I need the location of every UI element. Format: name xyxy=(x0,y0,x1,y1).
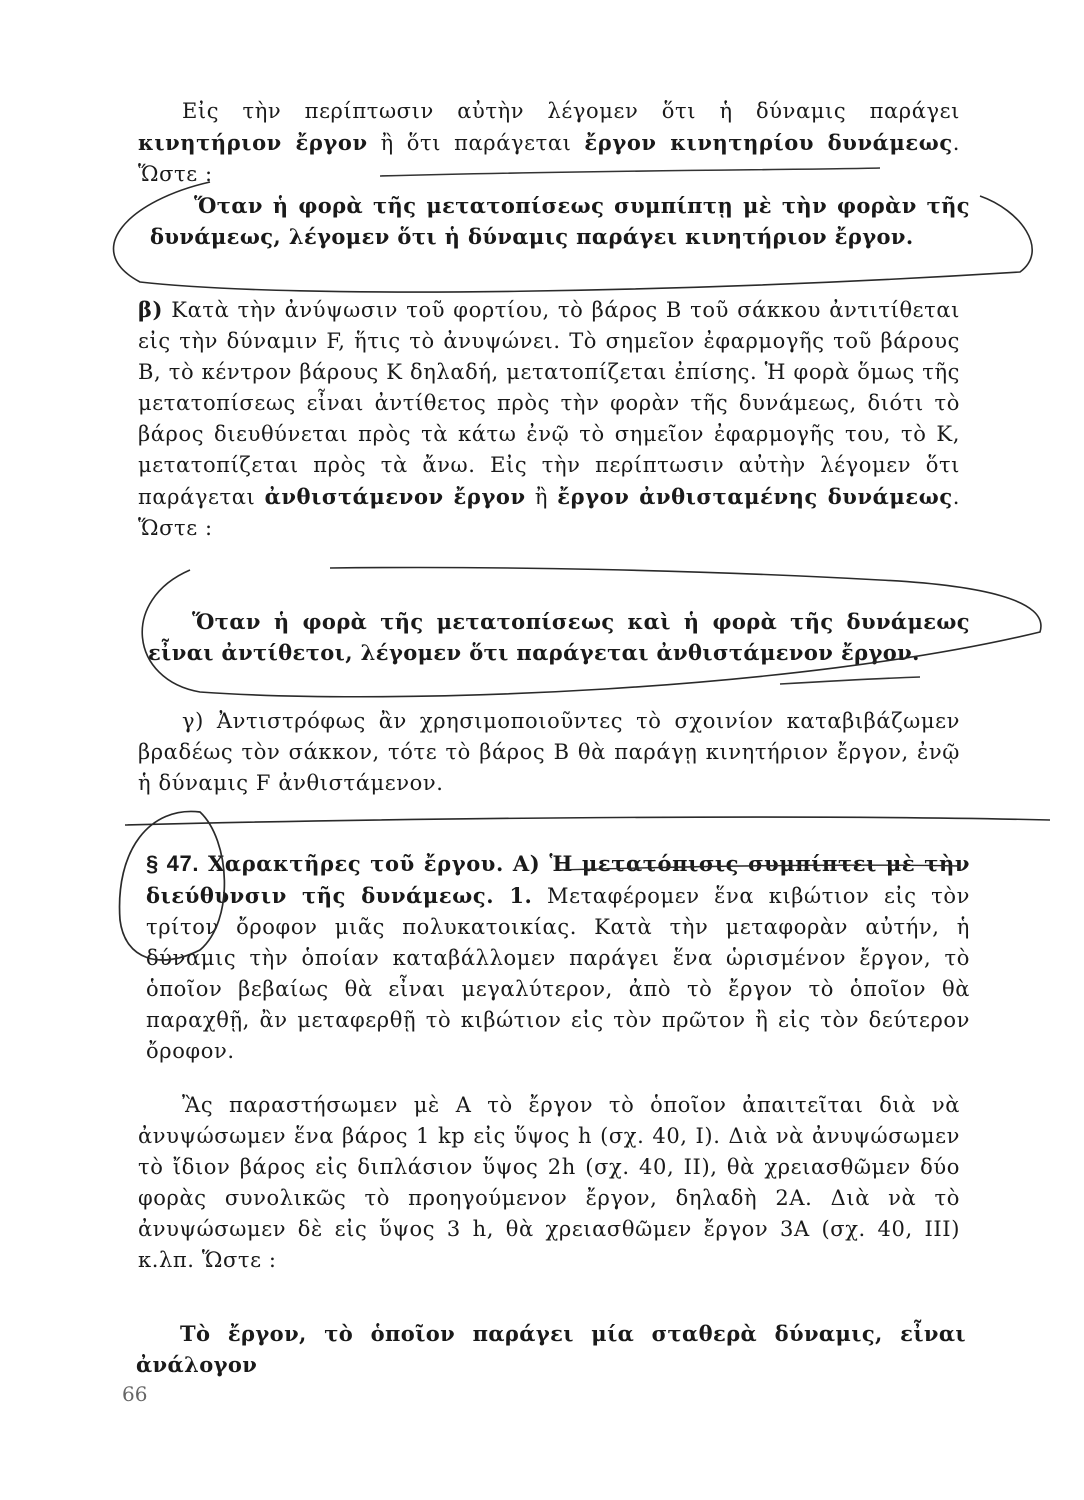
intro-text-3: . Ὥστε : xyxy=(138,131,960,186)
pencil-line-section xyxy=(125,817,1050,825)
paragraph-b-end: . Ὥστε : xyxy=(138,485,961,540)
pencil-underline-2 xyxy=(780,677,920,684)
paragraph-b-or: ἢ xyxy=(525,485,558,509)
term-motive-force-work: ἔργον κινητηρίου δυνάμεως xyxy=(584,130,953,155)
page-number: 66 xyxy=(122,1382,148,1406)
paragraph-c: γ) Ἀντιστρόφως ἂν χρησιμοποιοῦντες τὸ σχοινίον καταβιβάζωμεν βραδέως τὸν σάκκον, τότε τὸ βάρος Β θὰ παράγῃ κινητήριον ἔργον, ἐνῷ ἡ δύναμις F ἀνθιστάμενον. xyxy=(138,709,960,795)
rule-motive-work: Ὅταν ἡ φορὰ τῆς μετατοπίσεως συμπίπτῃ μὲ τὴν φορὰν τῆς δυνάμεως, λέγομεν ὅτι ἡ δύναμις παράγει κινητήριον ἔργον. xyxy=(150,193,970,249)
intro-text-2: ἢ ὅτι παράγεται xyxy=(367,131,585,155)
section-number: § 47. xyxy=(146,851,200,876)
rule-proportional-work: Τὸ ἔργον, τὸ ὁποῖον παράγει μία σταθερὰ δύναμις, εἶναι ἀνάλογον xyxy=(136,1321,966,1377)
intro-text: Εἰς τὴν περίπτωσιν αὐτὴν λέγομεν ὅτι ἡ δύναμις παράγει xyxy=(182,99,960,123)
term-resisting-force-work: ἔργον ἀνθισταμένης δυνάμεως xyxy=(557,484,953,509)
section-47 xyxy=(146,848,970,1067)
paragraph-intro xyxy=(138,96,960,190)
item-label-b: β) xyxy=(138,297,164,322)
term-motive-work: κινητήριον ἔργον xyxy=(138,130,368,155)
paragraph-b xyxy=(138,294,960,544)
paragraph-work-proportional: Ἂς παραστήσωμεν μὲ Α τὸ ἔργον τὸ ὁποῖον ἀπαιτεῖται διὰ νὰ ἀνυψώσωμεν ἕνα βάρος 1 kp εἰς ὕψος h (σχ. 40, I). Διὰ νὰ ἀνυψώσωμεν τὸ ἴδιον βάρος εἰς διπλάσιον ὕψος 2h (σχ. 40, II), θὰ χρειασθῶμεν δύο φορὰς συνολικῶς τὸ προηγούμενον ἔργον, δηλαδὴ 2Α. Διὰ νὰ τὸ ἀνυψώσωμεν δὲ εἰς ὕψος 3 h, θὰ χρειασθῶμεν ἔργον 3Α (σχ. 40, III) κ.λπ. Ὥστε : xyxy=(138,1093,960,1272)
section-text: Μεταφέρομεν ἕνα κιβώτιον εἰς τὸν τρίτον ὄροφον μιᾶς πολυκατοικίας. Κατὰ τὴν μεταφορὰν αὐτήν, ἡ δύναμις τὴν ὁποίαν καταβάλλομεν παράγει ἕνα ὡρισμένον ἔργον, τὸ ὁποῖον βεβαίως θὰ εἶναι μεγαλύτερον, ἀπὸ τὸ ἔργον τὸ ὁποῖον θὰ παραχθῇ, ἂν μεταφερθῇ τὸ κιβώτιον εἰς τὸν πρῶτον ἢ εἰς τὸν δεύτερον ὄροφον. xyxy=(146,884,970,1063)
paragraph-b-text: Κατὰ τὴν ἀνύψωσιν τοῦ φορτίου, τὸ βάρος Β τοῦ σάκκου ἀντιτίθεται εἰς τὴν δύναμιν F, ἥτις τὸ ἀνυψώνει. Τὸ σημεῖον ἐφαρμογῆς τοῦ βάρους Β, τὸ κέντρον βάρους Κ δηλαδή, μετατοπίζεται ἐπίσης. Ἡ φορὰ ὅμως τῆς μετατοπίσεως εἶναι ἀντίθετος πρὸς τὴν φορὰν τῆς δυνάμεως, διότι τὸ βάρος διευθύνεται πρὸς τὰ κάτω ἐνῷ τὸ σημεῖον ἐφαρμογῆς του, τὸ Κ, μετατοπίζεται πρὸς τὰ ἄνω. Εἰς τὴν περίπτωσιν αὐτὴν λέγομεν ὅτι παράγεται xyxy=(138,298,960,509)
rule-resisting-work: Ὅταν ἡ φορὰ τῆς μετατοπίσεως καὶ ἡ φορὰ τῆς δυνάμεως εἶναι ἀντίθετοι, λέγομεν ὅτι παράγεται ἀνθιστάμενον ἔργον. xyxy=(148,609,970,665)
section-heading: Χαρακτῆρες τοῦ ἔργου. Α) Ἡ μετατόπισις συμπίπτει μὲ τὴν διεύθυνσιν τῆς δυνάμεως. 1. xyxy=(146,851,970,908)
term-resisting-work: ἀνθιστάμενον ἔργον xyxy=(264,484,526,509)
